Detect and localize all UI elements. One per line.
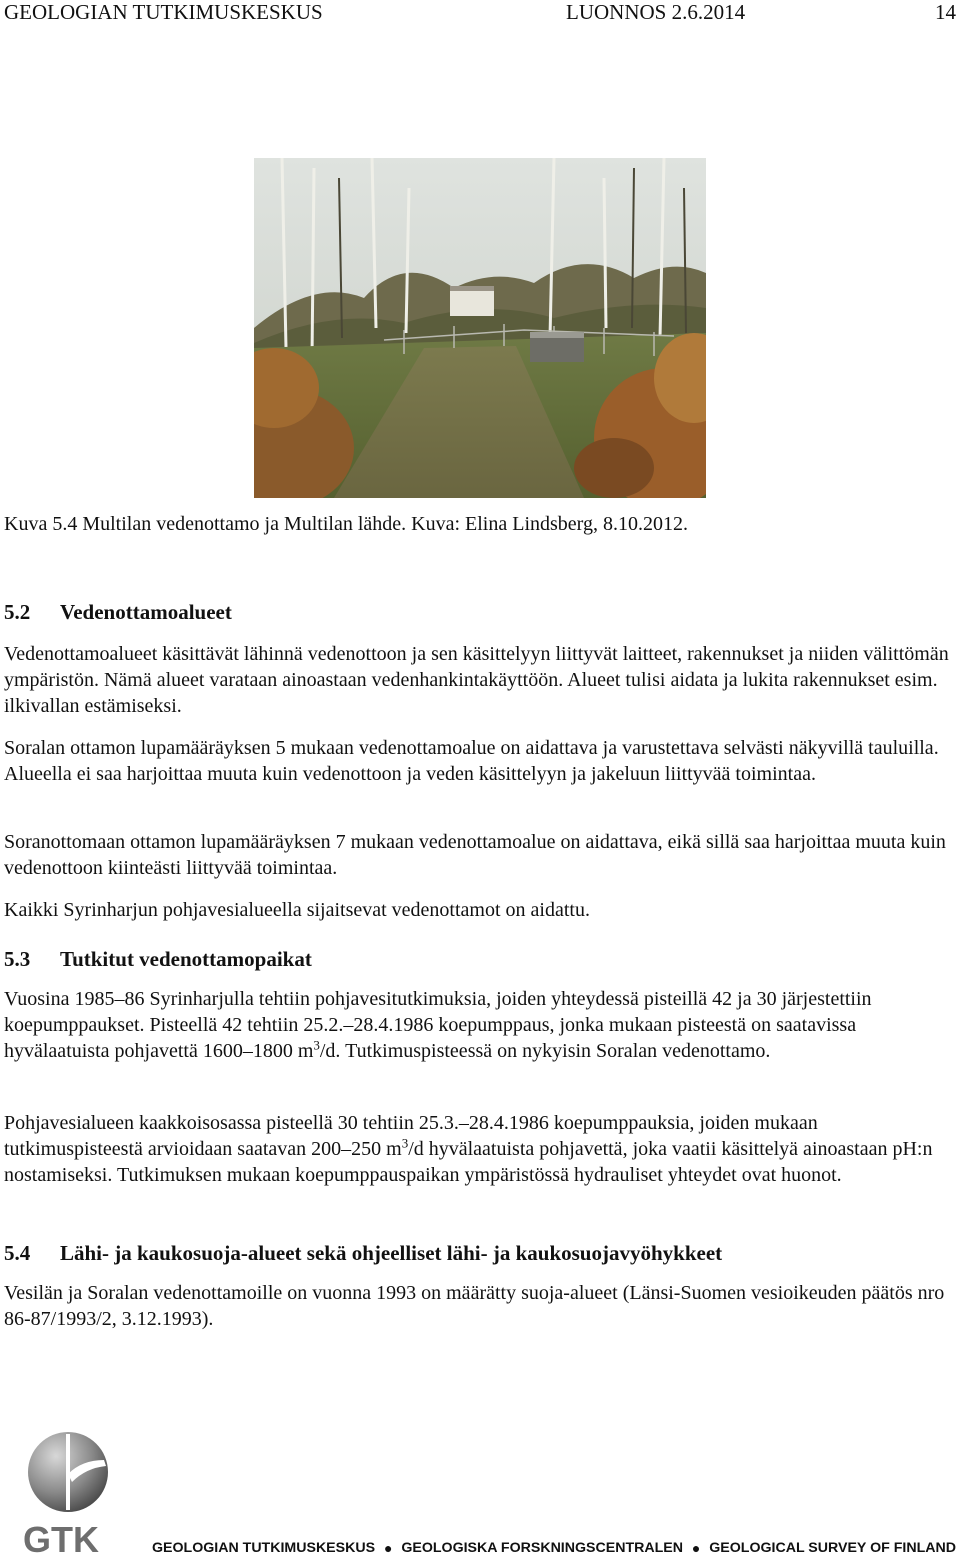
section-number: 5.4 xyxy=(4,1241,31,1265)
paragraph: Soranottomaan ottamon lupamääräyksen 7 mukaan vedenottamoalue on aidattava, eikä sillä saa harjoittaa muuta kuin vedenottoon kiinteästi liittyvää toimintaa. xyxy=(4,831,946,879)
header-organization: GEOLOGIAN TUTKIMUSKESKUS xyxy=(4,0,323,24)
paragraph-text: /d. Tutkimuspisteessä on nykyisin Soralan vedenottamo. xyxy=(319,1040,771,1062)
footer-org-fi: GEOLOGIAN TUTKIMUSKESKUS xyxy=(152,1540,376,1556)
section-heading-5-4 xyxy=(4,1240,722,1266)
section-heading-5-3 xyxy=(4,946,312,972)
section-title: Tutkitut vedenottamopaikat xyxy=(60,947,312,971)
paragraph-text: /d hyvälaatuista pohjavettä, joka vaatii käsittelyä ainoastaan pH:n nostamiseksi. Tutkimuksen mukaan koepumppauspaikan ympäristössä hydrauliset yhteydet ovat huonot. xyxy=(4,1138,933,1186)
superscript: 3 xyxy=(401,1135,409,1151)
separator-dot: ● xyxy=(383,1540,393,1556)
paragraph xyxy=(4,1110,956,1188)
superscript: 3 xyxy=(313,1037,320,1053)
footer-org-en: GEOLOGICAL SURVEY OF FINLAND xyxy=(709,1540,956,1556)
photo-water-intake xyxy=(254,158,706,498)
paragraph: Vesilän ja Soralan vedenottamoille on vuonna 1993 on määrätty suoja-alueet (Länsi-Suomen vesioikeuden päätös nro 86-87/1993/2, 3.12.1993). xyxy=(4,1282,945,1330)
paragraph: Soralan ottamon lupamääräyksen 5 mukaan vedenottamoalue on aidattava ja varustettava selvästi näkyvillä tauluilla. Alueella ei saa harjoittaa muuta kuin vedenottoon ja veden käsittelyyn ja jakeluun liittyvää toimintaa. xyxy=(4,737,939,785)
paragraph xyxy=(4,986,956,1064)
footer-org-sv: GEOLOGISKA FORSKNINGSCENTRALEN xyxy=(401,1540,683,1556)
logo-text: GTK xyxy=(23,1519,99,1556)
section-heading-5-2 xyxy=(4,599,232,625)
gtk-logo xyxy=(20,1430,120,1556)
separator-dot: ● xyxy=(691,1540,701,1556)
section-title: Vedenottamoalueet xyxy=(60,600,232,624)
section-number: 5.3 xyxy=(4,947,31,971)
header-status: LUONNOS 2.6.2014 xyxy=(566,0,746,24)
paragraph: Kaikki Syrinharjun pohjavesialueella sijaitsevat vedenottamot on aidattu. xyxy=(4,899,590,921)
section-number: 5.2 xyxy=(4,600,31,624)
page-number: 14 xyxy=(935,0,956,24)
footer-organizations xyxy=(152,1537,956,1559)
section-title: Lähi- ja kaukosuoja-alueet sekä ohjeelliset lähi- ja kaukosuojavyöhykkeet xyxy=(60,1241,723,1265)
figure-caption: Kuva 5.4 Multilan vedenottamo ja Multilan lähde. Kuva: Elina Lindsberg, 8.10.2012. xyxy=(4,513,688,535)
paragraph-text: Vuosina 1985–86 Syrinharjulla tehtiin pohjavesitutkimuksia, joiden yhteydessä pisteillä 42 ja 30 järjestettiin koepumppaukset. Pisteellä 42 tehtiin 25.2.–28.4.1986 koepumppaus, jonka mukaan pisteestä on saatavissa hyvälaatuista pohjavettä 1600–1800 m xyxy=(4,988,872,1062)
paragraph: Vedenottamoalueet käsittävät lähinnä vedenottoon ja sen käsittelyyn liittyvät laitteet, rakennukset ja niiden välittömän ympäristön. Nämä alueet varataan ainoastaan vedenhankintakäyttöön. Alueet tulisi aidata ja lukita rakennukset esim. ilkivallan estämiseksi. xyxy=(4,643,949,717)
paragraph-text: Pohjavesialueen kaakkoisosassa pisteellä 30 tehtiin 25.3.–28.4.1986 koepumppauksia, joiden mukaan tutkimuspisteestä arvioidaan saatavan 200–250 m xyxy=(4,1112,818,1160)
